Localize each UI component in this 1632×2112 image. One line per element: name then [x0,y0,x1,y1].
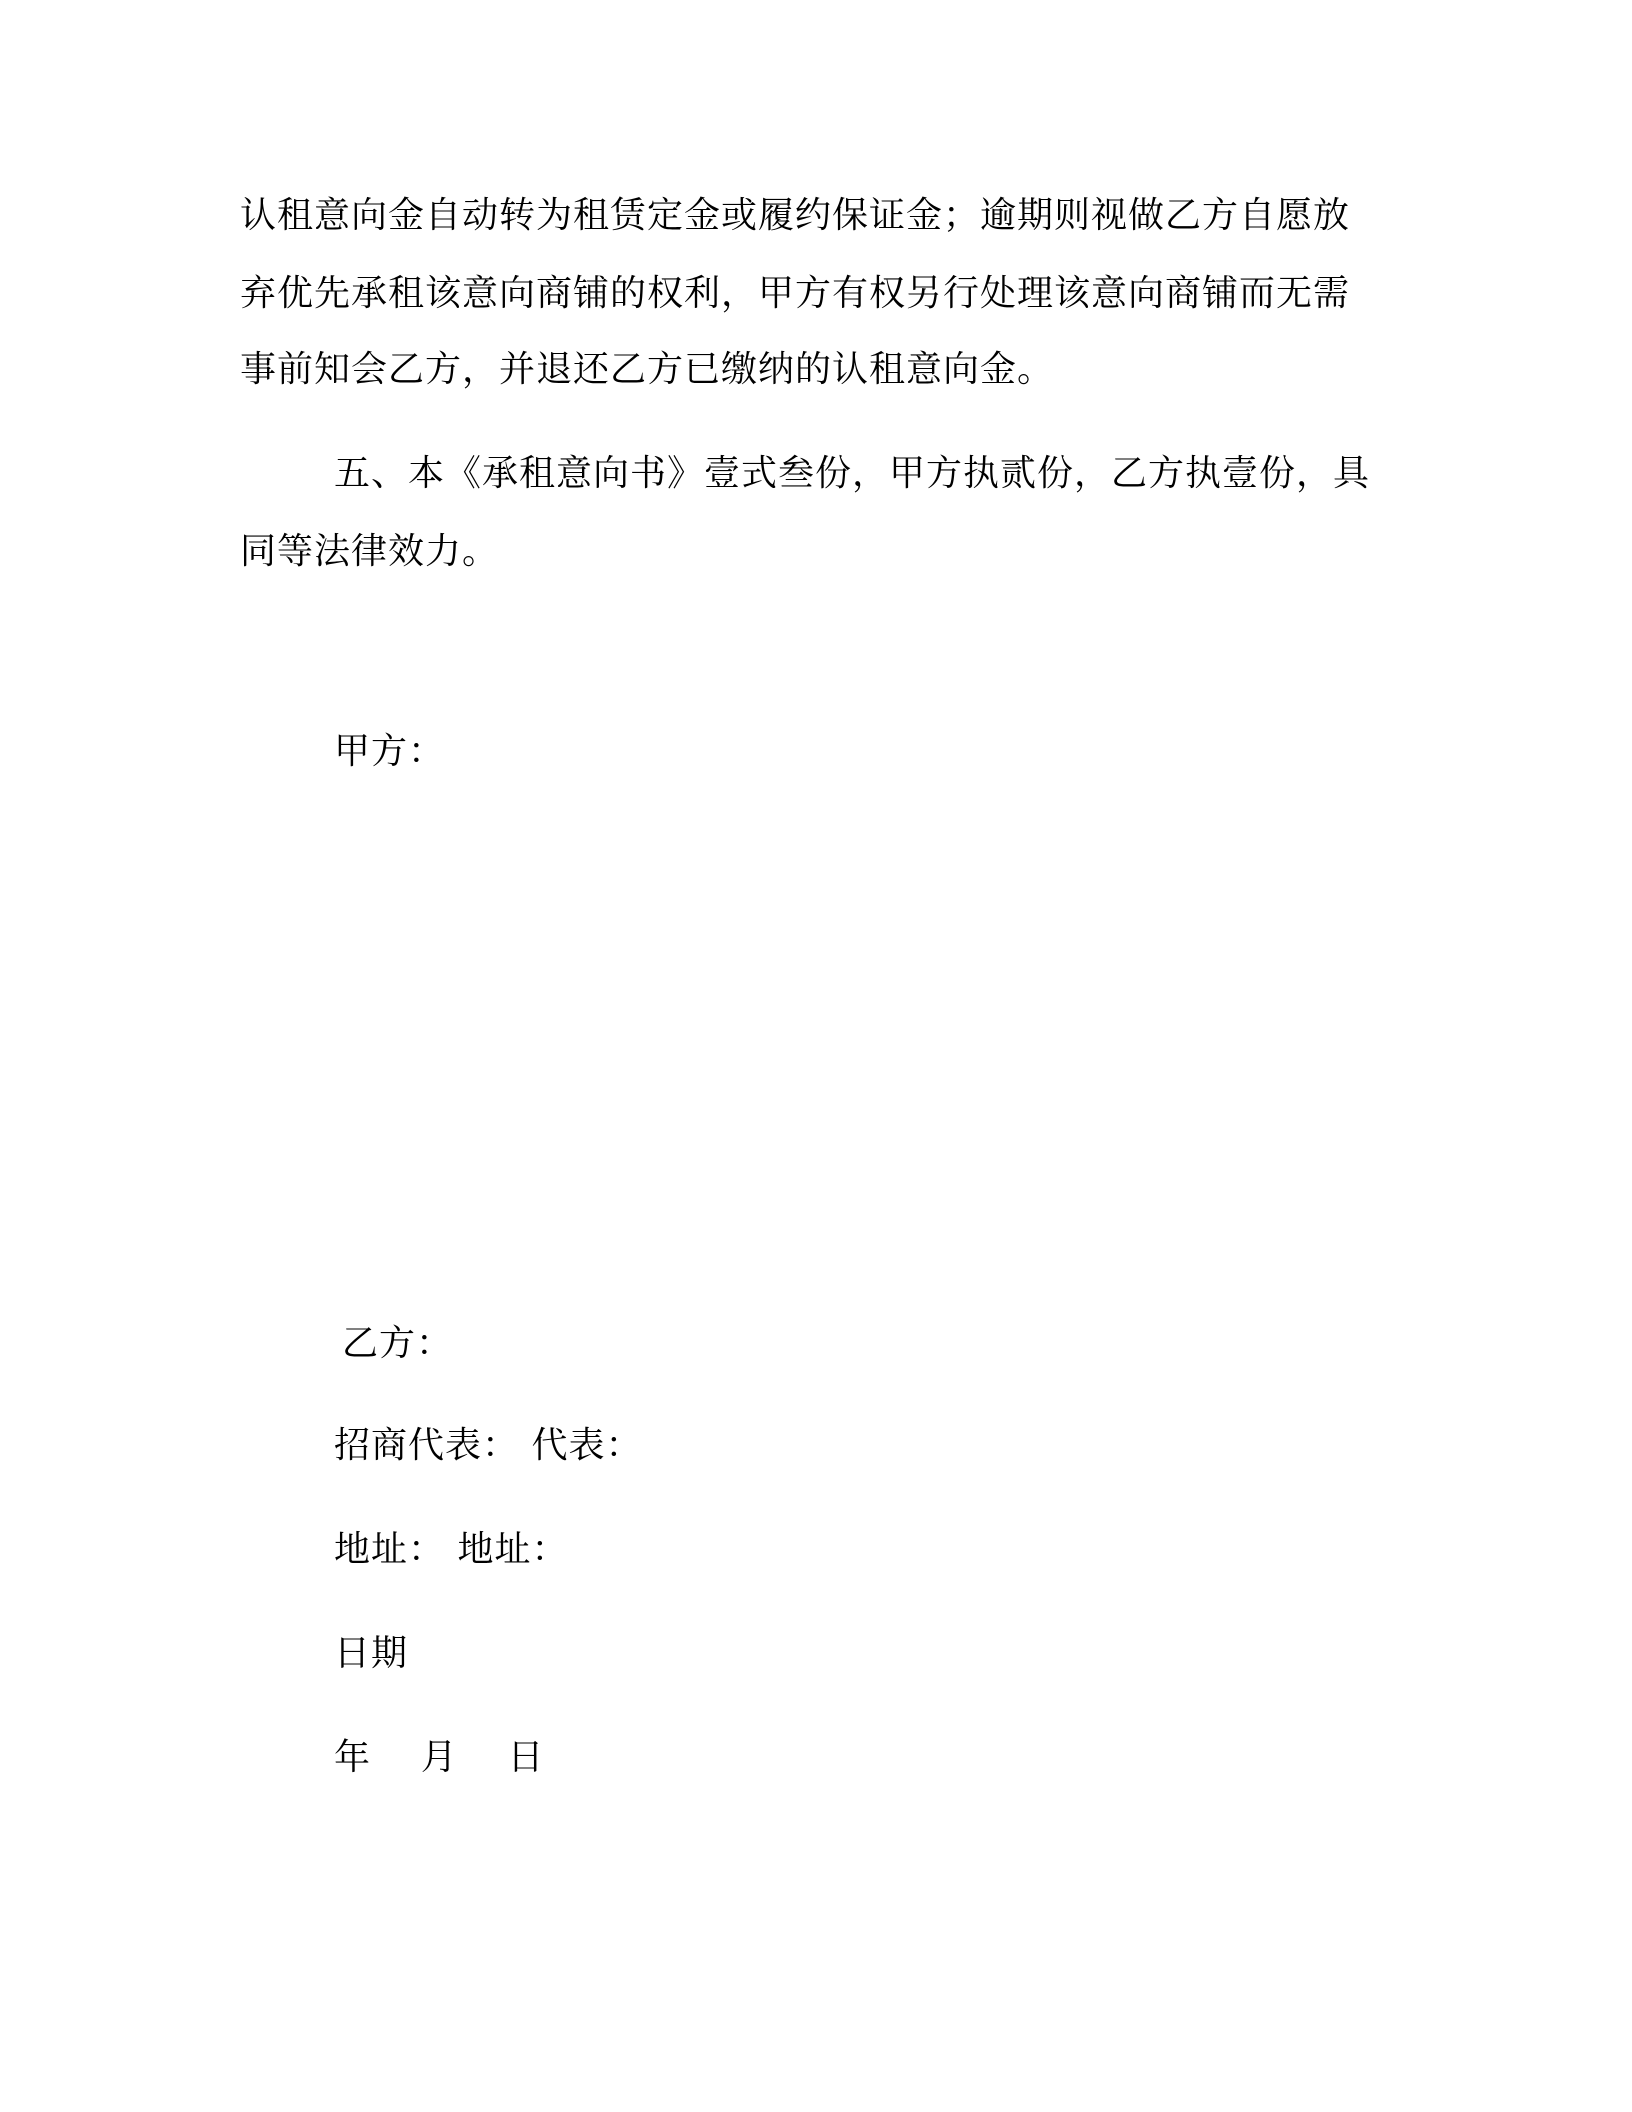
paragraph-5-line-1: 五、本《承租意向书》壹式叁份，甲方执贰份，乙方执壹份，具 [334,453,1371,494]
party-a-label: 甲方： [334,731,446,772]
paragraph-4-line-3: 事前知会乙方，并退还乙方已缴纳的认租意向金。 [240,349,1055,390]
paragraph-4-line-2: 弃优先承租该意向商铺的权利，甲方有权另行处理该意向商铺而无需 [240,273,1351,314]
date-fields: 年 月 日 [334,1737,545,1778]
address-line: 地址： 地址： [334,1529,569,1570]
date-label: 日期 [334,1633,409,1674]
representative-line: 招商代表： 代表： [334,1425,643,1466]
paragraph-4-line-1: 认租意向金自动转为租赁定金或履约保证金；逾期则视做乙方自愿放 [240,195,1351,236]
party-b-label: 乙方： [342,1323,454,1364]
paragraph-5-line-2: 同等法律效力。 [240,531,500,572]
